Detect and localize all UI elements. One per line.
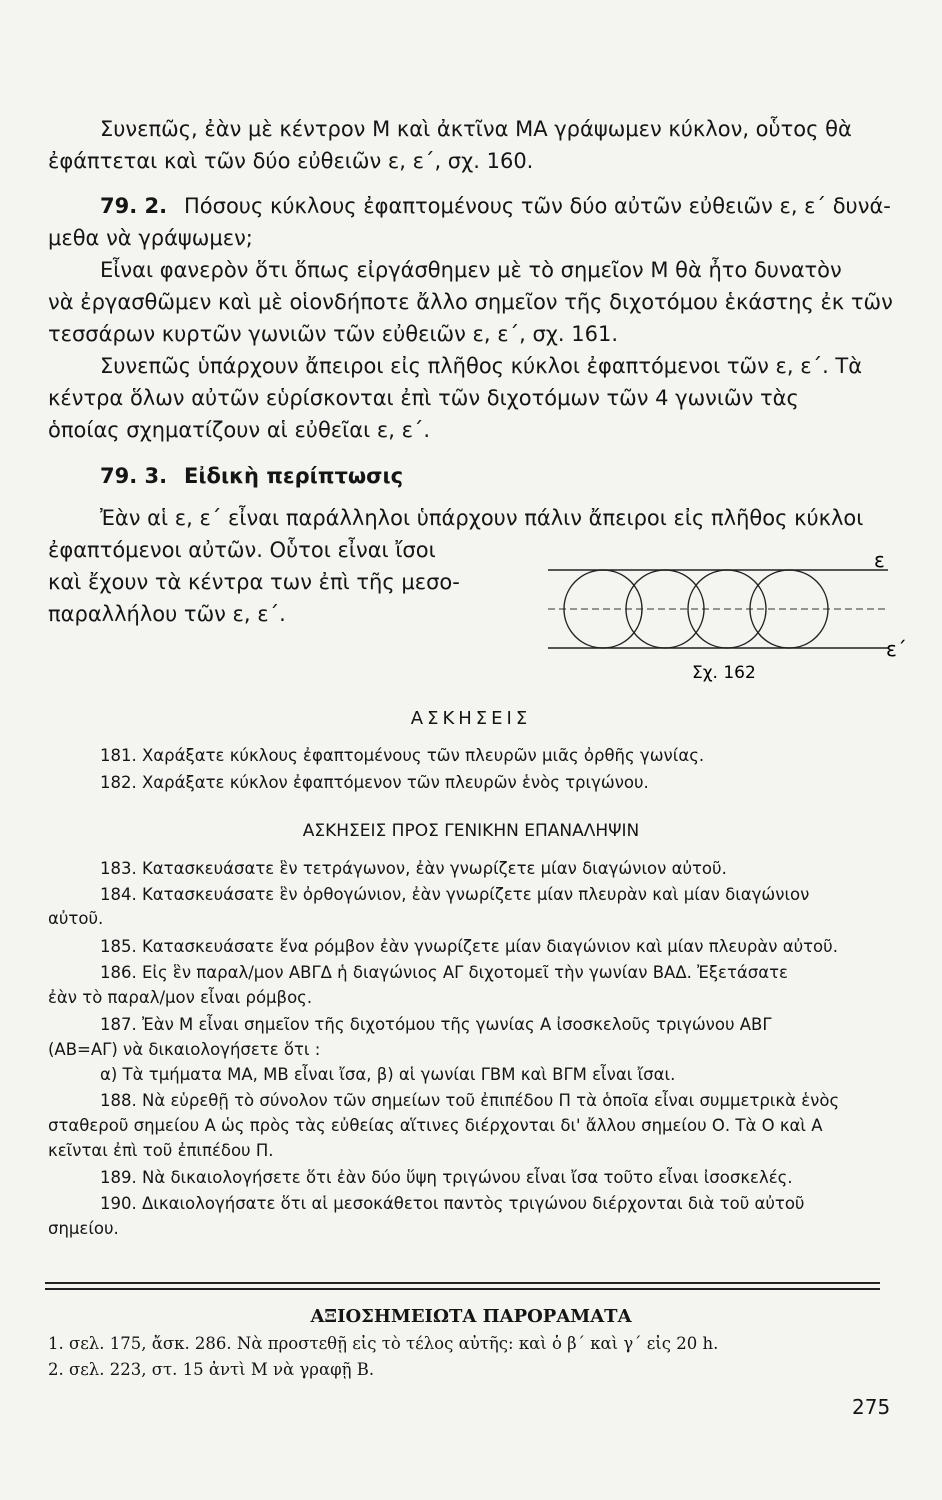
paragraph-line: κέντρα ὅλων αὐτῶν εὑρίσκονται ἐπὶ τῶν διχοτόμων τῶν 4 γωνιῶν τὰς — [48, 386, 799, 410]
divider-rule — [45, 1288, 880, 1290]
exercise-182: 182. Χαράξατε κύκλον ἐφαπτόμενον τῶν πλευρῶν ἑνὸς τριγώνου. — [100, 773, 649, 792]
paragraph-line: καὶ ἔχουν τὰ κέντρα των ἐπὶ τῆς μεσο- — [48, 570, 460, 594]
label-e-prime: ε΄ — [886, 637, 907, 661]
page-number: 275 — [852, 1395, 891, 1419]
paragraph-line: Συνεπῶς ὑπάρχουν ἄπειροι εἰς πλῆθος κύκλοι ἐφαπτόμενοι τῶν ε, ε΄. Τὰ — [100, 354, 863, 378]
paragraph-line: μεθα νὰ γράψωμεν; — [48, 226, 253, 250]
figure-parallel-lines-circles — [548, 552, 908, 692]
exercise-189: 189. Νὰ δικαιολογήσετε ὅτι ἐὰν δύο ὕψη τριγώνου εἶναι ἴσα τοῦτο εἶναι ἰσοσκελές. — [100, 1168, 793, 1187]
paragraph-line: Ἐὰν αἱ ε, ε΄ εἶναι παράλληλοι ὑπάρχουν πάλιν ἄπειροι εἰς πλῆθος κύκλοι — [100, 506, 864, 530]
paragraph-line: παραλλήλου τῶν ε, ε΄. — [48, 602, 286, 626]
paragraph-line: τεσσάρων κυρτῶν γωνιῶν τῶν εὐθειῶν ε, ε΄, σχ. 161. — [48, 322, 618, 346]
exercise-188: 188. Νὰ εὑρεθῇ τὸ σύνολον τῶν σημείων τοῦ ἐπιπέδου Π τὰ ὁποῖα εἶναι συμμετρικὰ ἑνὸς — [100, 1091, 840, 1110]
errata-item: 2. σελ. 223, στ. 15 ἀντὶ Μ νὰ γραφῇ Β. — [48, 1360, 375, 1379]
paragraph-line: ὁποίας σχηματίζουν αἱ εὐθεῖαι ε, ε΄. — [48, 418, 431, 442]
figure-caption: Σχ. 162 — [692, 663, 756, 683]
paragraph-line: ἐφαπτόμενοι αὐτῶν. Οὗτοι εἶναι ἴσοι — [48, 538, 436, 562]
exercises-heading: ΑΣΚΗΣΕΙΣ — [410, 708, 532, 729]
label-e: ε — [874, 552, 885, 572]
exercise-185: 185. Κατασκευάσατε ἕνα ρόμβον ἐὰν γνωρίζετε μίαν διαγώνιον καὶ μίαν πλευρὰν αὐτοῦ. — [100, 937, 838, 956]
paragraph-line: Εἶναι φανερὸν ὅτι ὅπως εἰργάσθημεν μὲ τὸ σημεῖον Μ θὰ ἦτο δυνατὸν — [100, 258, 842, 282]
errata-title: ΑΞΙΟΣΗΜΕΙΩΤΑ ΠΑΡΟΡΑΜΑΤΑ — [310, 1306, 632, 1327]
divider-rule — [45, 1282, 880, 1284]
exercise-188-cont: σταθεροῦ σημείου Α ὡς πρὸς τὰς εὐθείας αἵτινες διέρχονται δι' ἄλλου σημείου Ο. Τὰ Ο καὶ Α — [48, 1116, 823, 1135]
paragraph-line: νὰ ἐργασθῶμεν καὶ μὲ οἱονδήποτε ἄλλο σημεῖον τῆς διχοτόμου ἑκάστης ἐκ τῶν — [48, 290, 893, 314]
section-title: Εἰδικὴ περίπτωσις — [184, 464, 404, 488]
exercise-184-cont: αὐτοῦ. — [48, 909, 104, 928]
review-heading: ΑΣΚΗΣΕΙΣ ΠΡΟΣ ΓΕΝΙΚΗΝ ΕΠΑΝΑΛΗΨΙΝ — [302, 821, 640, 841]
exercise-190-cont: σημείου. — [48, 1219, 119, 1238]
errata-item: 1. σελ. 175, ἄσκ. 286. Νὰ προστεθῇ εἰς τὸ τέλος αὐτῆς: καὶ ὁ β΄ καὶ γ΄ εἰς 20 h. — [48, 1334, 719, 1353]
exercise-187: 187. Ἐὰν Μ εἶναι σημεῖον τῆς διχοτόμου τῆς γωνίας Α ἰσοσκελοῦς τριγώνου ΑΒΓ — [100, 1015, 772, 1034]
exercise-184: 184. Κατασκευάσατε ἓν ὀρθογώνιον, ἐὰν γνωρίζετε μίαν πλευρὰν καὶ μίαν διαγώνιον — [100, 885, 810, 904]
section-number: 79. 2. — [100, 194, 168, 218]
exercise-187-cont: (ΑΒ=ΑΓ) νὰ δικαιολογήσετε ὅτι : — [48, 1040, 321, 1059]
exercise-186-cont: ἐὰν τὸ παραλ/μον εἶναι ρόμβος. — [48, 988, 313, 1007]
exercise-181: 181. Χαράξατε κύκλους ἐφαπτομένους τῶν πλευρῶν μιᾶς ὀρθῆς γωνίας. — [100, 746, 705, 765]
paragraph-line: ἐφάπτεται καὶ τῶν δύο εὐθειῶν ε, ε΄, σχ. 160. — [48, 149, 534, 173]
section-number: 79. 3. — [100, 464, 168, 488]
paragraph-line: Πόσους κύκλους ἐφαπτομένους τῶν δύο αὐτῶν εὐθειῶν ε, ε΄ δυνά- — [184, 194, 891, 218]
exercise-188-cont2: κεῖνται ἐπὶ τοῦ ἐπιπέδου Π. — [48, 1141, 274, 1160]
paragraph-line: Συνεπῶς, ἐὰν μὲ κέντρον Μ καὶ ἀκτῖνα ΜΑ γράψωμεν κύκλον, οὗτος θὰ — [100, 117, 852, 141]
exercise-187-parts: α) Τὰ τμήματα ΜΑ, ΜΒ εἶναι ἴσα, β) αἱ γωνίαι ΓΒΜ καὶ ΒΓΜ εἶναι ἴσαι. — [100, 1065, 676, 1084]
exercise-183: 183. Κατασκευάσατε ἓν τετράγωνον, ἐὰν γνωρίζετε μίαν διαγώνιον αὐτοῦ. — [100, 859, 727, 878]
exercise-190: 190. Δικαιολογήσατε ὅτι αἱ μεσοκάθετοι παντὸς τριγώνου διέρχονται διὰ τοῦ αὐτοῦ — [100, 1194, 805, 1213]
exercise-186: 186. Εἰς ἓν παραλ/μον ΑΒΓΔ ἡ διαγώνιος ΑΓ διχοτομεῖ τὴν γωνίαν ΒΑΔ. Ἐξετάσατε — [100, 963, 788, 982]
